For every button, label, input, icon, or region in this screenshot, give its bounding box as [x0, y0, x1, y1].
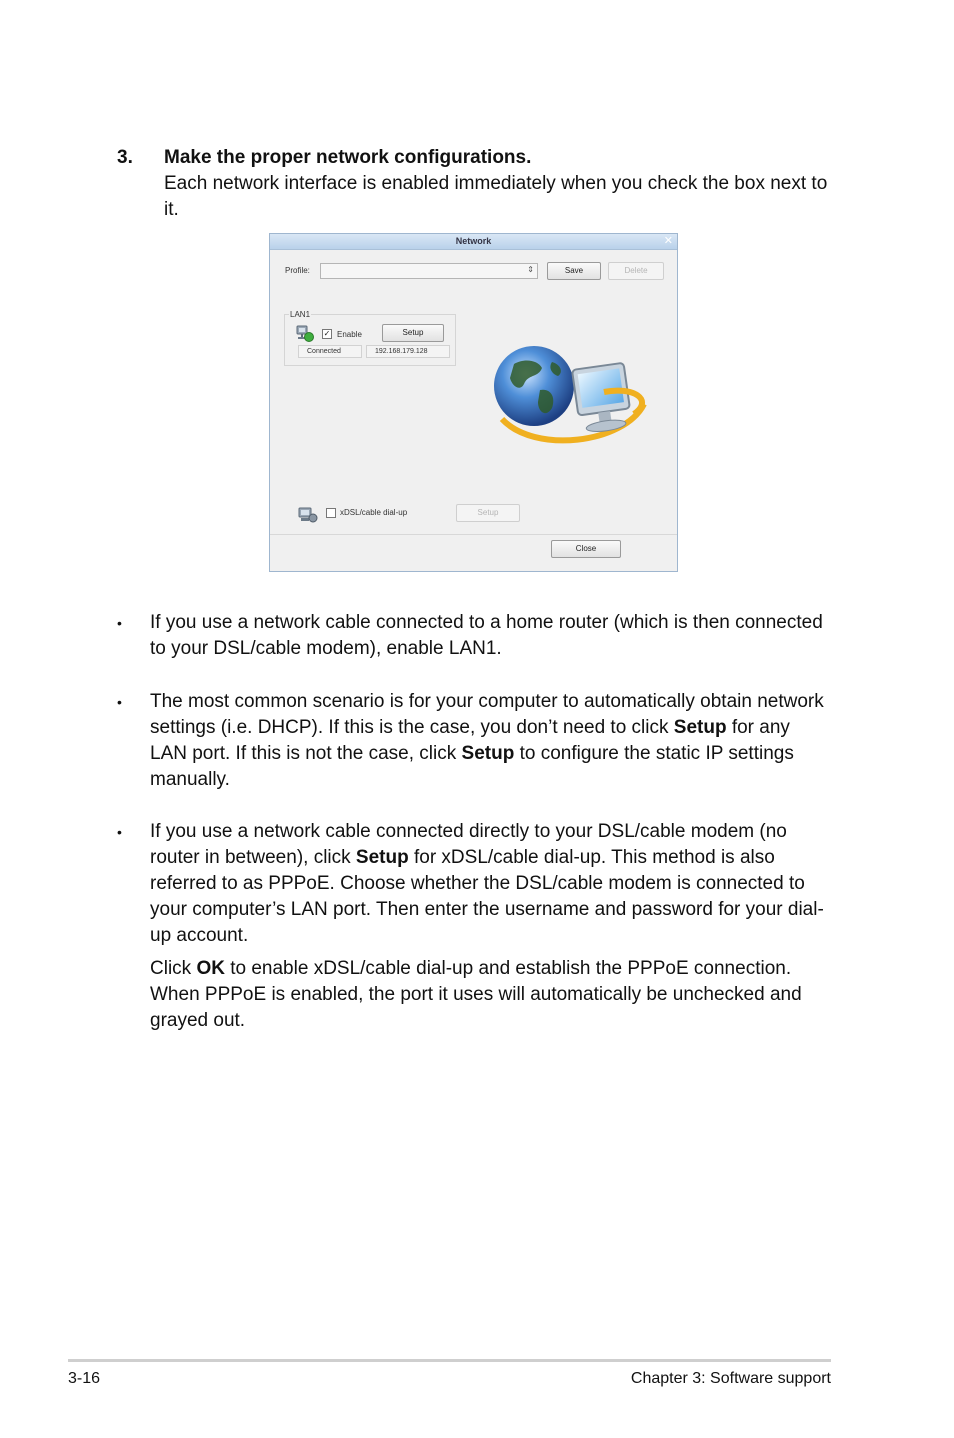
close-icon[interactable]: ✕: [663, 235, 673, 247]
spin-arrows-icon: ⇕: [527, 265, 534, 274]
bullet-text: If you use a network cable connected directly to your DSL/cable modem (no router in between), click Setup for xDSL/cable dial-up. This method is also referred to as PPPoE. Choose whether the DSL/cable modem is connected to your computer’s LAN port. Then enter the username and password for your dial-up account.: [150, 821, 824, 946]
close-button[interactable]: Close: [551, 540, 621, 558]
step-title: Make the proper network configurations.: [164, 147, 532, 168]
xdsl-setup-button[interactable]: Setup: [456, 504, 520, 522]
dialup-icon: [298, 505, 318, 523]
dialog-title: Network: [455, 236, 492, 246]
lan1-label: LAN1: [290, 310, 311, 319]
step-description: Each network interface is enabled immediately when you check the box next to it.: [164, 173, 828, 220]
dialog-separator: [270, 534, 677, 535]
save-button[interactable]: Save: [547, 262, 601, 280]
bullet-symbol: •: [117, 694, 122, 710]
step-number: 3.: [117, 147, 133, 168]
bullet-text: The most common scenario is for your computer to automatically obtain network settings (i.e. DHCP). If this is the case, you don’t need to click Setup for any LAN port. If this is not the case, click Setup to configure the static IP settings manually.: [150, 691, 824, 790]
page-number: 3-16: [68, 1370, 101, 1387]
bullet-text: If you use a network cable connected to a home router (which is then connected to your DSL/cable modem), enable LAN1.: [150, 612, 823, 659]
network-globe-illustration: [494, 334, 654, 454]
network-adapter-icon: [296, 324, 314, 342]
network-dialog: [269, 233, 678, 572]
lan1-enable-label: Enable: [337, 330, 362, 339]
lan1-status: Connected: [298, 345, 362, 358]
profile-select[interactable]: [320, 263, 538, 279]
chapter-title: Chapter 3: Software support: [630, 1370, 831, 1387]
lan1-ip: 192.168.179.128: [366, 345, 450, 358]
dialog-titlebar: [270, 234, 677, 250]
bullet-symbol: •: [117, 615, 122, 631]
xdsl-checkbox[interactable]: [326, 508, 336, 518]
bullet-symbol: •: [117, 824, 122, 840]
lan1-setup-button[interactable]: Setup: [382, 324, 444, 342]
lan1-enable-checkbox[interactable]: ✓: [323, 329, 331, 338]
footer-rule: [68, 1359, 831, 1362]
xdsl-label: xDSL/cable dial-up: [340, 508, 408, 517]
profile-label: Profile:: [285, 266, 310, 275]
pppoe-followup: Click OK to enable xDSL/cable dial-up and establish the PPPoE connection. When PPPoE is enabled, the port it uses will automatically be unchecked and grayed out.: [150, 958, 802, 1031]
delete-button[interactable]: Delete: [608, 262, 664, 280]
